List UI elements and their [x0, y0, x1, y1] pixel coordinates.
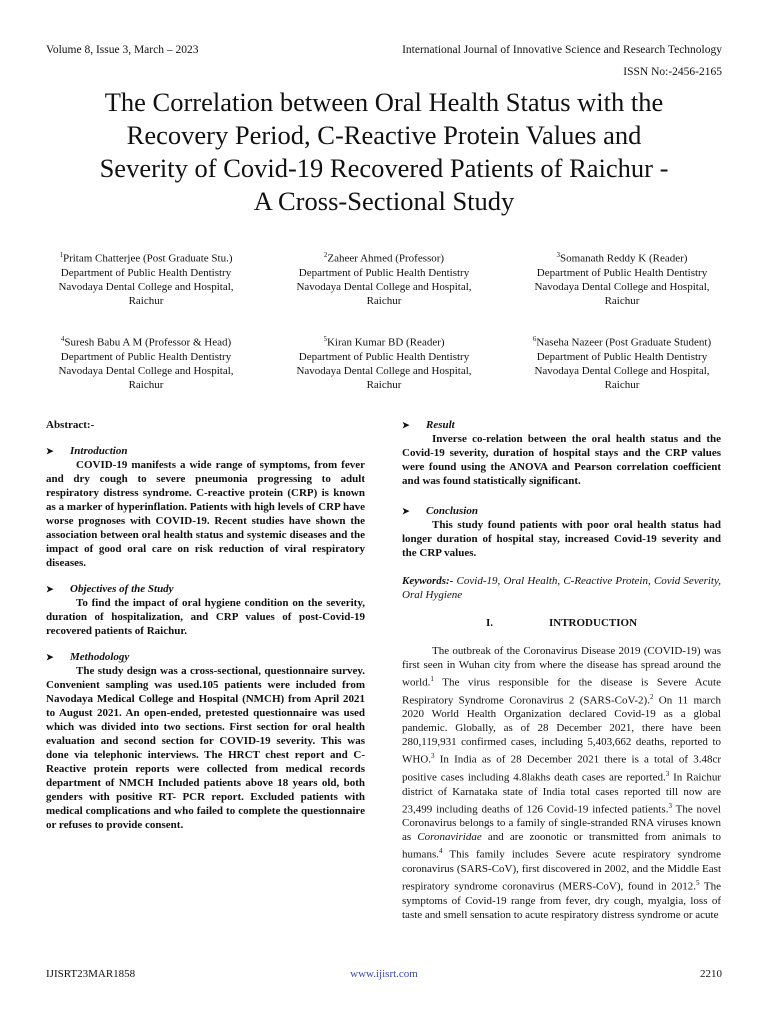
- author-block: [268, 248, 500, 308]
- author-row: [30, 332, 738, 392]
- citation-ref: 2: [649, 692, 654, 701]
- citation-ref: 3: [668, 801, 672, 810]
- intro-text-segment: The symptoms of Covid-19 range from fever, dry cough, myalgia, loss of taste and smell sensation to acute respiratory distress syndrome or acute: [402, 880, 722, 921]
- abstract-result-text: Inverse co-relation between the oral health status and the Covid-19 severity, duration of hospital stays and the CRP values were found using the ANOVA and Pearson correlation coefficient and was found statistically significant.: [402, 433, 721, 487]
- abstract-label: Abstract:-: [46, 419, 95, 431]
- author-block: [30, 332, 262, 392]
- arrow-bullet-icon: ➤: [46, 584, 54, 594]
- author-department: Department of Public Health Dentistry: [298, 350, 470, 363]
- intro-text-segment: In India as of 28 December 2021 there is a total of 3.48cr positive cases including 4.8lakhs death cases are reported.: [402, 753, 721, 784]
- intro-text-segment: The novel Coronavirus belongs to a family of single-stranded RNA viruses known as: [402, 803, 721, 844]
- author-number: 3: [556, 251, 561, 259]
- author-department: Department of Public Health Dentistry: [536, 350, 708, 363]
- section-heading-text: Introduction: [70, 445, 128, 457]
- intro-text-segment: and are zoonotic or transmitted from animals to humans.: [402, 831, 721, 861]
- intro-text-segment: On 11 march 2020 World Health Organization declared Covid-19 as a global pandemic. Globally, as of 28 December 2021, there have been 280,119,931 confirmed cases, including 5,403,662 deaths, reported to WHO.: [402, 694, 721, 766]
- section-heading-conclusion: [402, 504, 721, 518]
- arrow-bullet-icon: ➤: [402, 420, 410, 430]
- intro-text-segment: This family includes Severe acute respiratory syndrome coronavirus (SARS-CoV), first discovered in 2002, and the Middle East respiratory syndrome coronavirus (MERS-CoV), found in 2012.: [402, 848, 721, 893]
- website-link[interactable]: www.ijisrt.com: [350, 968, 418, 980]
- abstract-objectives-text: To find the impact of oral hygiene condition on the severity, duration of hospitalization, and CRP values of post-Covid-19 recovered patients of Raichur.: [46, 597, 365, 637]
- paper-title: [30, 86, 738, 218]
- author-institution: Navodaya Dental College and Hospital,: [296, 281, 472, 294]
- author-row: [30, 248, 738, 308]
- author-department: Department of Public Health Dentistry: [298, 266, 470, 279]
- left-column: [46, 418, 365, 832]
- abstract-conclusion-text: This study found patients with poor oral health status had longer duration of hospital stay, increased Covid-19 severity and the CRP values.: [402, 519, 721, 559]
- author-institution: Navodaya Dental College and Hospital,: [534, 281, 710, 294]
- section-heading-text: Result: [426, 419, 455, 431]
- author-number: 5: [323, 335, 327, 343]
- issn: ISSN No:-2456-2165: [623, 66, 722, 78]
- author-number: 1: [59, 251, 63, 259]
- section-heading-text: Methodology: [70, 651, 130, 663]
- intro-text-italic: Coronaviridae: [417, 831, 482, 844]
- author-institution: Navodaya Dental College and Hospital,: [58, 365, 234, 378]
- intro-text-segment: The outbreak of the Coronavirus Disease 2019 (COVID-19) was first seen in Wuhan city from where the disease has spread around the world.: [402, 645, 721, 689]
- author-institution: Navodaya Dental College and Hospital,: [534, 365, 710, 378]
- abstract-introduction-text: COVID-19 manifests a wide range of symptoms, from fever and dry cough to severe pneumonia progressing to adult respiratory distress syndrome. C-reactive protein (CRP) is known as a marker of hyperinflation. Patients with high levels of CRP have worse prognoses with COVID-19. Recent studies have shown the association between oral health status and systemic diseases and the impact of good oral care on risk reduction of viral respiratory diseases.: [46, 459, 365, 569]
- intro-text-segment: The virus responsible for the disease is Severe Acute Respiratory Syndrome Coronavirus 2 (SARS-CoV-2).: [402, 676, 721, 707]
- author-department: Department of Public Health Dentistry: [60, 266, 232, 279]
- section-heading-methodology: [46, 650, 365, 664]
- abstract-methodology-text: The study design was a cross-sectional, questionnaire survey. Convenient sampling was used.105 patients were included from Navodaya Medical College and Hospital (NMCH) from April 2021 to August 2021. An open-ended, pretested questionnaire was used which was divided into two sections. First section for oral health evaluation and second section for COVID-19 severity. This was done via telephonic interviews. The HRCT chest report and C-Reactive protein reports were collected from medical records department of NMCH Included patients above 18 years old, both genders with positive RT- PCR report. Excluded patients with medical complications and who failed to complete the questionnaire or refuses to provide consent.: [46, 665, 365, 831]
- author-institution: Navodaya Dental College and Hospital,: [58, 281, 234, 294]
- author-number: 2: [323, 251, 328, 259]
- arrow-bullet-icon: ➤: [46, 446, 54, 456]
- author-name: Zaheer Ahmed (Professor): [327, 252, 445, 265]
- journal-name: International Journal of Innovative Science and Research Technology: [402, 44, 722, 56]
- intro-text-segment: In Raichur district of Karnataka state of India total cases reported till now are 23,499 including deaths of 126 Covid-19 infected patients.: [402, 771, 722, 816]
- citation-ref: 1: [430, 675, 434, 683]
- author-institution: Navodaya Dental College and Hospital,: [296, 365, 472, 378]
- author-city: Raichur: [128, 379, 164, 392]
- page-number: 2210: [700, 968, 722, 980]
- author-city: Raichur: [604, 295, 640, 308]
- title-line: The Correlation between Oral Health Status with the: [104, 87, 664, 117]
- citation-ref: 4: [438, 847, 443, 856]
- volume-info: Volume 8, Issue 3, March – 2023: [46, 44, 199, 56]
- author-number: 4: [60, 335, 65, 343]
- section-heading-result: [402, 418, 721, 432]
- author-name: Pritam Chatterjee (Post Graduate Stu.): [62, 252, 233, 265]
- title-line: A Cross-Sectional Study: [253, 186, 515, 216]
- author-city: Raichur: [366, 379, 402, 392]
- citation-ref: 3: [665, 769, 670, 778]
- arrow-bullet-icon: ➤: [46, 652, 54, 662]
- section-heading-text: Objectives of the Study: [70, 583, 174, 595]
- right-column: [402, 418, 721, 922]
- author-department: Department of Public Health Dentistry: [536, 266, 708, 279]
- arrow-bullet-icon: ➤: [402, 506, 410, 516]
- title-line: Severity of Covid-19 Recovered Patients of Raichur -: [99, 153, 669, 183]
- section-heading-text: Conclusion: [426, 505, 478, 517]
- article-id: IJISRT23MAR1858: [46, 968, 136, 980]
- title-line: Recovery Period, C-Reactive Protein Values and: [126, 120, 642, 150]
- author-name: Kiran Kumar BD (Reader): [326, 336, 445, 349]
- author-name: Suresh Babu A M (Professor & Head): [64, 336, 232, 349]
- author-name: Naseha Nazeer (Post Graduate Student): [536, 336, 712, 349]
- citation-ref: 3: [431, 752, 435, 761]
- section-heading-introduction: [46, 444, 365, 458]
- author-block: [30, 248, 262, 308]
- introduction-heading: [402, 616, 721, 630]
- keywords-label: Keywords:-: [402, 575, 454, 587]
- introduction-paragraph: [402, 644, 721, 922]
- author-city: Raichur: [366, 295, 402, 308]
- author-city: Raichur: [604, 379, 640, 392]
- keywords: [402, 574, 721, 602]
- section-title: INTRODUCTION: [549, 617, 638, 629]
- author-block: [268, 332, 500, 392]
- author-city: Raichur: [128, 295, 164, 308]
- author-number: 6: [532, 335, 537, 343]
- author-name: Somanath Reddy K (Reader): [560, 252, 688, 265]
- author-department: Department of Public Health Dentistry: [60, 350, 232, 363]
- citation-ref: 5: [696, 878, 700, 887]
- keywords-text: Covid-19, Oral Health, C-Reactive Protein, Covid Severity, Oral Hygiene: [402, 575, 722, 601]
- author-block: [506, 332, 738, 392]
- author-block: [506, 248, 738, 308]
- section-number: I.: [485, 617, 493, 629]
- section-heading-objectives: [46, 582, 365, 596]
